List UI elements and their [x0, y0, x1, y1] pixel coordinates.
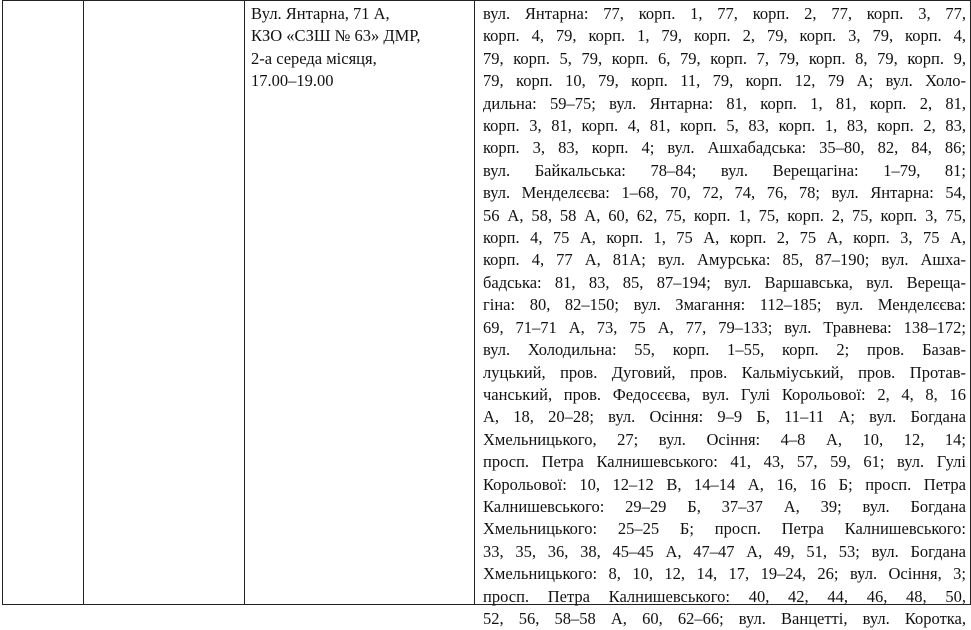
polling-place-line: КЗО «СЗШ № 63» ДМР,	[251, 26, 421, 46]
address-line: вул. Холодильна: 55, корп. 1–55, корп. 2; пров. Базав-	[483, 340, 966, 360]
address-line: вул. Байкальська: 78–84; вул. Верещагіна: 1–79, 81;	[483, 160, 966, 180]
address-line: Корольової: 10, 12–12 В, 14–14 А, 16, 16 Б; просп. Петра	[483, 474, 966, 494]
address-line: Хмельницького: 25–25 Б; просп. Петра Калнишевського:	[483, 519, 966, 539]
address-line: просп. Петра Калнишевського: 40, 42, 44, 46, 48, 50,	[483, 586, 966, 606]
address-line: бадська: 81, 83, 85, 87–194; вул. Варшавська, вул. Вереща-	[483, 272, 966, 292]
number-cell	[3, 1, 84, 605]
polling-place-text	[245, 1, 474, 93]
address-line: Хмельницького: 8, 10, 12, 14, 17, 19–24, 26; вул. Осіння, 3;	[483, 564, 966, 584]
address-line: Калнишевського: 29–29 Б, 37–37 А, 39; вул. Богдана	[483, 496, 966, 516]
address-line: А, 18, 20–28; вул. Осіння: 9–9 Б, 11–11 А; вул. Богдана	[483, 407, 966, 427]
address-line: просп. Петра Калнишевського: 41, 43, 57, 59, 61; вул. Гулі	[483, 452, 966, 472]
address-line: гіна: 80, 82–150; вул. Змагання: 112–185; вул. Менделєєва:	[483, 295, 966, 315]
district-cell	[84, 1, 245, 605]
polling-place-line: 2-а середа місяця,	[251, 48, 377, 68]
polling-place-cell	[245, 1, 475, 605]
address-line: корп. 4, 75 А, корп. 1, 75 А, корп. 2, 75 А, корп. 3, 75 А,	[483, 228, 966, 248]
addresses-cell	[475, 1, 971, 628]
address-line: 56 А, 58, 58 А, 60, 62, 75, корп. 1, 75, корп. 2, 75, корп. 3, 75,	[483, 205, 966, 225]
address-line: чанський, пров. Федосєєва, вул. Гулі Корольової: 2, 4, 8, 16	[483, 384, 966, 404]
polling-place-line: Вул. Янтарна, 71 А,	[251, 4, 390, 23]
address-line: корп. 3, 83, корп. 4; вул. Ашхабадська: 35–80, 82, 84, 86;	[483, 138, 966, 158]
table-row	[3, 1, 971, 605]
polling-place-line: 17.00–19.00	[251, 71, 334, 91]
addresses-text	[475, 1, 970, 628]
address-line: луцький, пров. Дуговий, пров. Кальміуський, пров. Протав-	[483, 362, 966, 382]
address-line: дильна: 59–75; вул. Янтарна: 81, корп. 1, 81, корп. 2, 81,	[483, 93, 966, 113]
address-line: Хмельницького, 27; вул. Осіння: 4–8 А, 10, 12, 14;	[483, 429, 966, 449]
address-line: корп. 4, 77 А, 81А; вул. Амурська: 85, 87–190; вул. Ашха-	[483, 250, 966, 270]
districts-table	[2, 0, 971, 628]
address-line: 52, 56, 58–58 А, 60, 62–66; вул. Ванцетті, вул. Коротка,	[483, 608, 966, 628]
address-line: 79, корп. 5, 79, корп. 6, 79, корп. 7, 79, корп. 8, 79, корп. 9,	[483, 48, 966, 68]
address-line: 69, 71–71 А, 73, 75 А, 77, 79–133; вул. Травнева: 138–172;	[483, 317, 966, 337]
address-line: 79, корп. 10, 79, корп. 11, 79, корп. 12, 79 А; вул. Холо-	[483, 71, 966, 91]
address-line: корп. 4, 79, корп. 1, 79, корп. 2, 79, корп. 3, 79, корп. 4,	[483, 26, 966, 46]
address-line: корп. 3, 81, корп. 4, 81, корп. 5, 83, корп. 1, 83, корп. 2, 83,	[483, 116, 966, 136]
address-line: вул. Менделєєва: 1–68, 70, 72, 74, 76, 78; вул. Янтарна: 54,	[483, 183, 966, 203]
address-line: вул. Янтарна: 77, корп. 1, 77, корп. 2, 77, корп. 3, 77,	[483, 4, 966, 23]
address-line: 33, 35, 36, 38, 45–45 А, 47–47 А, 49, 51, 53; вул. Богдана	[483, 541, 966, 561]
